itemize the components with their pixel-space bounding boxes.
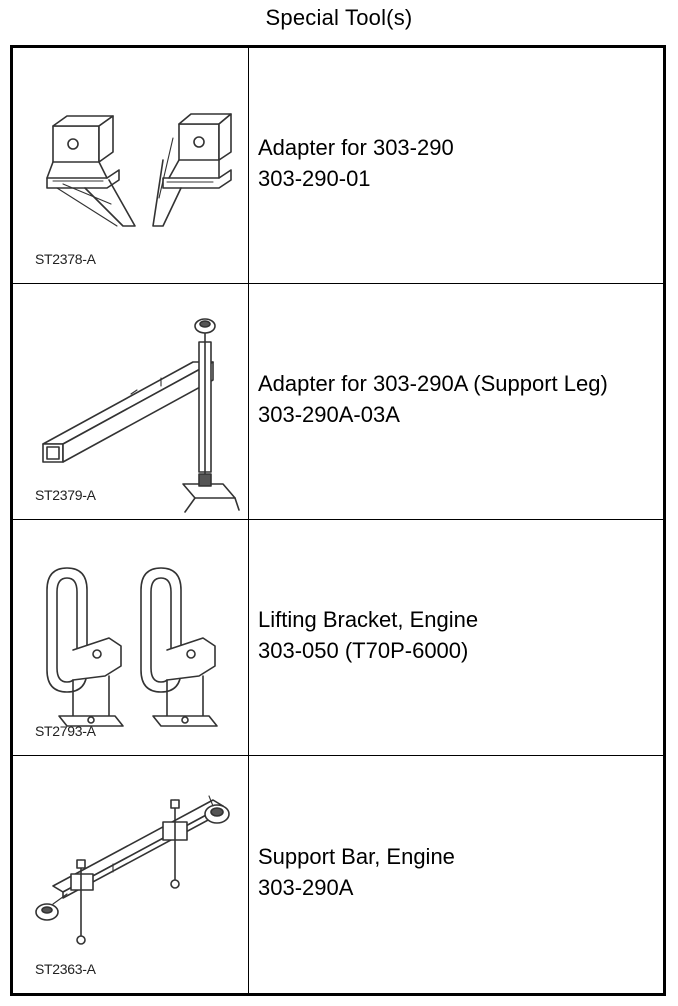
tool-image-code: ST2363-A — [35, 961, 96, 977]
tool-part-number: 303-290-01 — [258, 165, 371, 191]
tool-description-cell — [249, 756, 663, 993]
tool-image-cell — [13, 520, 249, 755]
tool-part-number: 303-290A-03A — [258, 401, 400, 427]
tool-name: Adapter for 303-290A (Support Leg) — [258, 370, 608, 396]
adapter-brackets-illustration — [13, 48, 249, 284]
table-row — [13, 48, 663, 284]
tool-image-cell — [13, 284, 249, 519]
tool-image-cell — [13, 756, 249, 993]
lifting-bracket-illustration — [13, 520, 249, 756]
tool-image-code: ST2379-A — [35, 487, 96, 503]
support-leg-illustration — [13, 284, 249, 520]
tool-image-code: ST2793-A — [35, 723, 96, 739]
special-tools-table — [10, 45, 666, 996]
table-row — [13, 284, 663, 520]
tool-description-cell — [249, 284, 663, 519]
tool-image-code: ST2378-A — [35, 251, 96, 267]
tool-part-number: 303-290A — [258, 874, 354, 900]
table-row — [13, 520, 663, 756]
tool-name: Support Bar, Engine — [258, 843, 455, 869]
tool-description-cell — [249, 48, 663, 283]
tool-part-number: 303-050 (T70P-6000) — [258, 637, 469, 663]
tool-description-cell — [249, 520, 663, 755]
tool-image-cell — [13, 48, 249, 283]
support-bar-illustration — [13, 756, 249, 993]
tool-name: Lifting Bracket, Engine — [258, 606, 479, 632]
page-title: Special Tool(s) — [265, 5, 413, 30]
tool-name: Adapter for 303-290 — [258, 134, 454, 160]
table-row — [13, 756, 663, 993]
